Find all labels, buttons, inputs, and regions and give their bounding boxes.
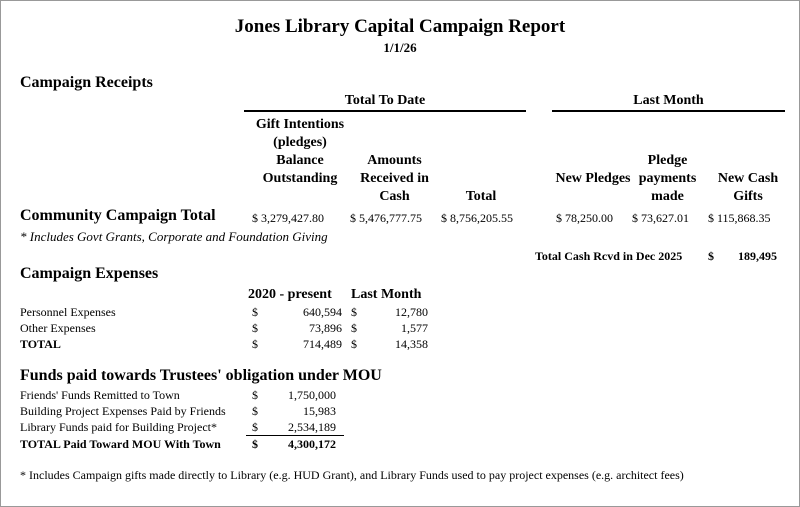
expense-dollar: $ [252, 321, 258, 335]
col-gift-intentions: Gift Intentions (pledges) Balance Outstanding [255, 117, 345, 186]
expense-present-value: 714,489 [303, 337, 342, 351]
col-pledge-payments: Pledge payments made [638, 153, 697, 204]
expense-dollar: $ [252, 337, 258, 351]
amounts-received-value: $ 5,476,777.75 [350, 211, 422, 225]
mou-total-value: 4,300,172 [288, 437, 336, 451]
gift-intentions-value: $ 3,279,427.80 [252, 211, 324, 225]
cash-revd-value: 189,495 [738, 249, 777, 263]
expense-last-value: 14,358 [395, 337, 428, 351]
expense-dollar: $ [252, 305, 258, 319]
expense-last-value: 1,577 [401, 321, 428, 335]
group-last-month-rule [552, 110, 785, 112]
col-total: Total [465, 189, 497, 204]
new-cash-gifts-value: $ 115,868.35 [708, 211, 771, 225]
col-last-month: Last Month [351, 287, 422, 302]
expense-present-value: 640,594 [303, 305, 342, 319]
expense-row-label: Other Expenses [20, 321, 96, 335]
mou-value: 2,534,189 [288, 420, 336, 434]
mou-total-label: TOTAL Paid Toward MOU With Town [20, 437, 221, 451]
expense-row-label: Personnel Expenses [20, 305, 116, 319]
mou-value: 1,750,000 [288, 388, 336, 402]
col-new-pledges: New Pledges [555, 171, 631, 186]
expense-dollar: $ [351, 321, 357, 335]
col-amounts-received: Amounts Received in Cash [360, 153, 429, 204]
cash-revd-dollar: $ [708, 249, 714, 263]
group-last-month: Last Month [633, 93, 704, 108]
col-new-cash-gifts: New Cash Gifts [717, 171, 779, 204]
receipts-note: * Includes Govt Grants, Corporate and Foundation Giving [20, 229, 328, 244]
mou-section-title: Funds paid towards Trustees' obligation under MOU [20, 367, 382, 384]
receipts-section-title: Campaign Receipts [20, 74, 153, 91]
new-pledges-value: $ 78,250.00 [556, 211, 613, 225]
mou-row-label: Library Funds paid for Building Project* [20, 420, 217, 434]
mou-value: 15,983 [303, 404, 336, 418]
group-total-to-date: Total To Date [344, 93, 426, 108]
report-date: 1/1/26 [383, 40, 417, 55]
group-total-to-date-rule [244, 110, 526, 112]
expense-dollar: $ [351, 337, 357, 351]
expense-last-value: 12,780 [395, 305, 428, 319]
report-title: Jones Library Capital Campaign Report [234, 16, 566, 37]
col-2020-present: 2020 - present [248, 287, 332, 302]
expense-dollar: $ [351, 305, 357, 319]
mou-row-label: Friends' Funds Remitted to Town [20, 388, 180, 402]
pledge-payments-value: $ 73,627.01 [632, 211, 689, 225]
footnote: * Includes Campaign gifts made directly to Library (e.g. HUD Grant), and Library Funds used to pay project expenses (e.g. architect fees) [20, 468, 684, 482]
mou-dollar: $ [252, 404, 258, 418]
total-value: $ 8,756,205.55 [441, 211, 513, 225]
mou-row-label: Building Project Expenses Paid by Friends [20, 404, 226, 418]
community-campaign-total-label: Community Campaign Total [20, 207, 216, 224]
expense-total-label: TOTAL [20, 337, 61, 351]
expense-present-value: 73,896 [309, 321, 342, 335]
mou-dollar: $ [252, 437, 258, 451]
cash-revd-label: Total Cash Rcvd in Dec 2025 [535, 249, 683, 263]
mou-dollar: $ [252, 388, 258, 402]
mou-subtotal-rule [246, 435, 344, 436]
mou-dollar: $ [252, 420, 258, 434]
expenses-section-title: Campaign Expenses [20, 265, 159, 282]
